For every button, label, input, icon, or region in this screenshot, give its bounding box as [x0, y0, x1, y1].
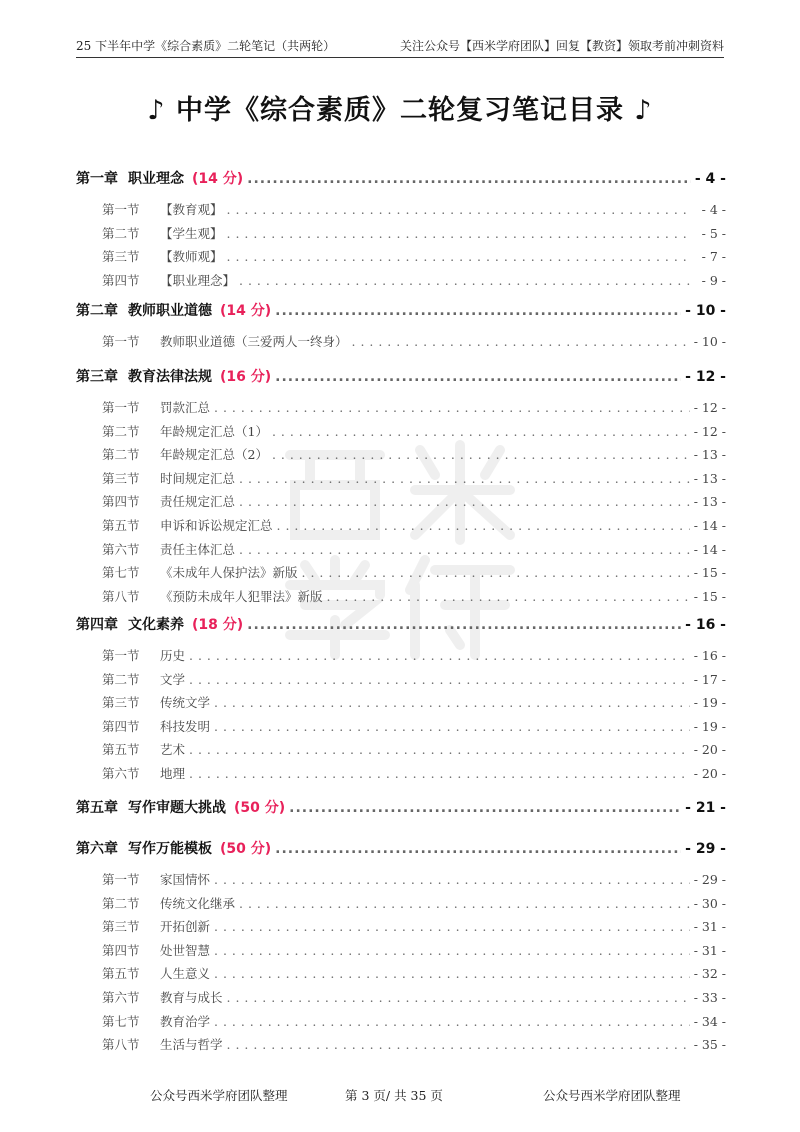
- section-number: 第二节: [102, 447, 140, 463]
- toc-section-row[interactable]: [102, 740, 726, 758]
- toc-section-row[interactable]: [102, 271, 726, 289]
- section-number: 第二节: [102, 895, 140, 911]
- section-number: 第一节: [102, 202, 140, 217]
- section-number: 第六节: [102, 541, 140, 557]
- section-page-number: - 17 -: [693, 671, 726, 687]
- chapter-score: (16 分): [220, 369, 272, 385]
- section-page-number: - 34 -: [693, 1013, 726, 1029]
- section-page-number: - 16 -: [693, 648, 726, 663]
- section-title: 【学生观】: [160, 225, 223, 241]
- toc-chapter-row[interactable]: [76, 797, 726, 817]
- toc-section-row[interactable]: [102, 516, 726, 534]
- section-title: 生活与哲学: [160, 1037, 223, 1053]
- dot-leader: [189, 672, 690, 687]
- section-number: 第三节: [102, 470, 140, 486]
- section-number: 第二节: [102, 423, 140, 439]
- section-page-number: - 20 -: [693, 766, 726, 781]
- section-number: 第三节: [102, 919, 140, 935]
- section-number: 第四节: [102, 942, 140, 958]
- dot-leader: [275, 369, 681, 385]
- toc-section-row[interactable]: [102, 1035, 726, 1053]
- section-title: 【教育观】: [160, 202, 223, 217]
- section-number: 第四节: [102, 272, 140, 288]
- section-title: 传统文化继承: [160, 895, 236, 911]
- section-number: 第四节: [102, 718, 140, 734]
- dot-leader: [214, 872, 690, 887]
- dot-leader: [189, 742, 690, 757]
- chapter-number: 第一章: [76, 171, 118, 187]
- toc-section-row[interactable]: [102, 332, 726, 350]
- dot-leader: [247, 171, 691, 187]
- section-page-number: - 13 -: [693, 470, 726, 486]
- section-page-number: - 5 -: [701, 225, 726, 241]
- section-number: 第二节: [102, 225, 140, 241]
- section-title: 《预防未成年人犯罪法》新版: [160, 588, 323, 604]
- toc-chapter-row[interactable]: [76, 168, 726, 188]
- section-page-number: - 20 -: [693, 742, 726, 758]
- dot-leader: [272, 447, 690, 462]
- section-title: 责任主体汇总: [160, 541, 236, 557]
- section-title: 科技发明: [160, 718, 211, 734]
- toc-section-row[interactable]: [102, 422, 726, 440]
- toc-section-row[interactable]: [102, 445, 726, 463]
- chapter-page-number: - 12 -: [685, 369, 726, 385]
- dot-leader: [352, 334, 690, 349]
- section-number: 第一节: [102, 648, 140, 663]
- section-title: 人生意义: [160, 966, 211, 982]
- chapter-page-number: - 10 -: [685, 303, 726, 319]
- section-page-number: - 19 -: [693, 718, 726, 734]
- section-number: 第一节: [102, 872, 140, 887]
- section-title: 年龄规定汇总（2）: [160, 447, 268, 463]
- section-page-number: - 33 -: [693, 990, 726, 1005]
- chapter-score: (18 分): [192, 617, 244, 633]
- section-title: 《未成年人保护法》新版: [160, 565, 298, 581]
- chapter-title: 写作万能模板: [128, 841, 212, 857]
- toc-section-row[interactable]: [102, 540, 726, 558]
- dot-leader: [239, 494, 690, 509]
- section-number: 第六节: [102, 766, 140, 781]
- section-title: 处世智慧: [160, 942, 211, 958]
- toc-section-row[interactable]: [102, 398, 726, 416]
- chapter-page-number: - 29 -: [685, 841, 726, 857]
- chapter-score: (50 分): [234, 800, 286, 816]
- section-title: 艺术: [160, 742, 186, 758]
- dot-leader: [327, 589, 690, 604]
- dot-leader: [272, 424, 690, 439]
- dot-leader: [189, 766, 690, 781]
- toc-section-row[interactable]: [102, 717, 726, 735]
- toc-chapter-row[interactable]: [76, 614, 726, 634]
- section-title: 责任规定汇总: [160, 494, 236, 510]
- chapter-number: 第四章: [76, 617, 118, 633]
- section-page-number: - 31 -: [693, 919, 726, 935]
- section-title: 家国情怀: [160, 872, 211, 887]
- section-title: 传统文学: [160, 695, 211, 711]
- section-number: 第六节: [102, 990, 140, 1005]
- toc-section-row[interactable]: [102, 670, 726, 688]
- section-number: 第五节: [102, 966, 140, 982]
- section-page-number: - 10 -: [693, 334, 726, 349]
- section-number: 第一节: [102, 400, 140, 415]
- section-page-number: - 31 -: [693, 942, 726, 958]
- page-title: ♪ 中学《综合素质》二轮复习笔记目录 ♪: [147, 95, 653, 126]
- chapter-title: 教育法律法规: [128, 369, 212, 385]
- toc-section-row[interactable]: [102, 469, 726, 487]
- toc-section-row[interactable]: [102, 587, 726, 605]
- dot-leader: [214, 943, 690, 958]
- toc-section-row[interactable]: [102, 646, 726, 664]
- section-page-number: - 7 -: [701, 249, 726, 265]
- section-title: 历史: [160, 648, 186, 663]
- dot-leader: [277, 518, 690, 533]
- chapter-title: 职业理念: [128, 171, 184, 187]
- section-page-number: - 14 -: [693, 541, 726, 557]
- toc-section-row[interactable]: [102, 964, 726, 982]
- section-page-number: - 15 -: [693, 588, 726, 604]
- section-number: 第五节: [102, 742, 140, 758]
- section-number: 第四节: [102, 494, 140, 510]
- section-title: 教育与成长: [160, 990, 223, 1005]
- section-number: 第八节: [102, 1037, 140, 1053]
- dot-leader: [275, 841, 681, 857]
- dot-leader: [214, 1014, 690, 1029]
- dot-leader: [275, 303, 681, 319]
- section-page-number: - 9 -: [701, 272, 726, 288]
- chapter-number: 第五章: [76, 800, 118, 816]
- page-header: [76, 36, 724, 58]
- section-page-number: - 12 -: [693, 400, 726, 415]
- chapter-score: (50 分): [220, 841, 272, 857]
- section-page-number: - 35 -: [693, 1037, 726, 1053]
- chapter-title: 写作审题大挑战: [128, 800, 226, 816]
- chapter-number: 第六章: [76, 841, 118, 857]
- toc-section-row[interactable]: [102, 563, 726, 581]
- toc-section-row[interactable]: [102, 247, 726, 265]
- dot-leader: [239, 273, 692, 288]
- chapter-score: (14 分): [192, 171, 244, 187]
- chapter-page-number: - 21 -: [685, 800, 726, 816]
- dot-leader: [227, 202, 692, 217]
- dot-leader: [214, 966, 690, 981]
- section-page-number: - 13 -: [693, 447, 726, 463]
- section-title: 申诉和诉讼规定汇总: [160, 518, 273, 533]
- section-title: 年龄规定汇总（1）: [160, 423, 268, 439]
- section-page-number: - 15 -: [693, 565, 726, 581]
- dot-leader: [227, 990, 690, 1005]
- toc-section-row[interactable]: [102, 988, 726, 1006]
- toc-section-row[interactable]: [102, 870, 726, 888]
- dot-leader: [239, 542, 690, 557]
- chapter-number: 第三章: [76, 369, 118, 385]
- section-number: 第七节: [102, 1013, 140, 1029]
- toc-chapter-row[interactable]: [76, 366, 726, 386]
- section-page-number: - 14 -: [693, 518, 726, 533]
- section-number: 第三节: [102, 249, 140, 265]
- header-right-text: 关注公众号【西米学府团队】回复【教资】领取考前冲刺资料: [399, 39, 724, 53]
- section-title: 【教师观】: [160, 249, 223, 265]
- toc-chapter-row[interactable]: [76, 300, 726, 320]
- dot-leader: [227, 226, 692, 241]
- chapter-number: 第二章: [76, 303, 118, 319]
- toc-section-row[interactable]: [102, 1012, 726, 1030]
- dot-leader: [214, 719, 690, 734]
- section-page-number: - 13 -: [693, 494, 726, 510]
- section-title: 教师职业道德（三爱两人一终身）: [160, 334, 348, 349]
- section-page-number: - 30 -: [693, 895, 726, 911]
- section-number: 第三节: [102, 695, 140, 711]
- toc-section-row[interactable]: [102, 492, 726, 510]
- dot-leader: [189, 648, 690, 663]
- section-number: 第五节: [102, 518, 140, 533]
- dot-leader: [302, 565, 690, 580]
- header-left-text: 25 下半年中学《综合素质》二轮笔记（共两轮）: [76, 39, 336, 53]
- toc-section-row[interactable]: [102, 917, 726, 935]
- toc-section-row[interactable]: [102, 764, 726, 782]
- section-title: 教育治学: [160, 1013, 211, 1029]
- section-title: 开拓创新: [160, 919, 211, 935]
- dot-leader: [227, 1037, 690, 1052]
- dot-leader: [289, 800, 681, 816]
- section-title: 时间规定汇总: [160, 470, 236, 486]
- section-number: 第七节: [102, 565, 140, 581]
- toc-section-row[interactable]: [102, 224, 726, 242]
- section-page-number: - 32 -: [693, 966, 726, 982]
- dot-leader: [227, 249, 692, 264]
- chapter-page-number: - 16 -: [685, 617, 726, 633]
- section-page-number: - 19 -: [693, 695, 726, 711]
- section-page-number: - 12 -: [693, 423, 726, 439]
- section-page-number: - 29 -: [693, 872, 726, 887]
- toc-chapter-row[interactable]: [76, 838, 726, 858]
- footer-page-number: 第 3 页/ 共 35 页: [345, 1088, 443, 1103]
- chapter-title: 文化素养: [128, 617, 184, 633]
- dot-leader: [214, 695, 690, 710]
- dot-leader: [214, 919, 690, 934]
- chapter-title: 教师职业道德: [128, 303, 212, 319]
- footer-right-text: 公众号西米学府团队整理: [543, 1088, 681, 1103]
- chapter-page-number: - 4 -: [694, 171, 726, 187]
- section-number: 第八节: [102, 588, 140, 604]
- section-title: 罚款汇总: [160, 400, 211, 415]
- toc-section-row[interactable]: [102, 894, 726, 912]
- section-title: 文学: [160, 671, 186, 687]
- section-number: 第二节: [102, 671, 140, 687]
- section-number: 第一节: [102, 334, 140, 349]
- dot-leader: [239, 896, 690, 911]
- section-title: 【职业理念】: [160, 272, 236, 288]
- section-title: 地理: [160, 766, 186, 781]
- dot-leader: [214, 400, 690, 415]
- section-page-number: - 4 -: [701, 202, 726, 217]
- chapter-score: (14 分): [220, 303, 272, 319]
- toc-section-row[interactable]: [102, 941, 726, 959]
- dot-leader: [239, 471, 690, 486]
- footer-left-text: 公众号西米学府团队整理: [150, 1088, 288, 1103]
- toc-section-row[interactable]: [102, 693, 726, 711]
- dot-leader: [247, 617, 681, 633]
- toc-section-row[interactable]: [102, 200, 726, 218]
